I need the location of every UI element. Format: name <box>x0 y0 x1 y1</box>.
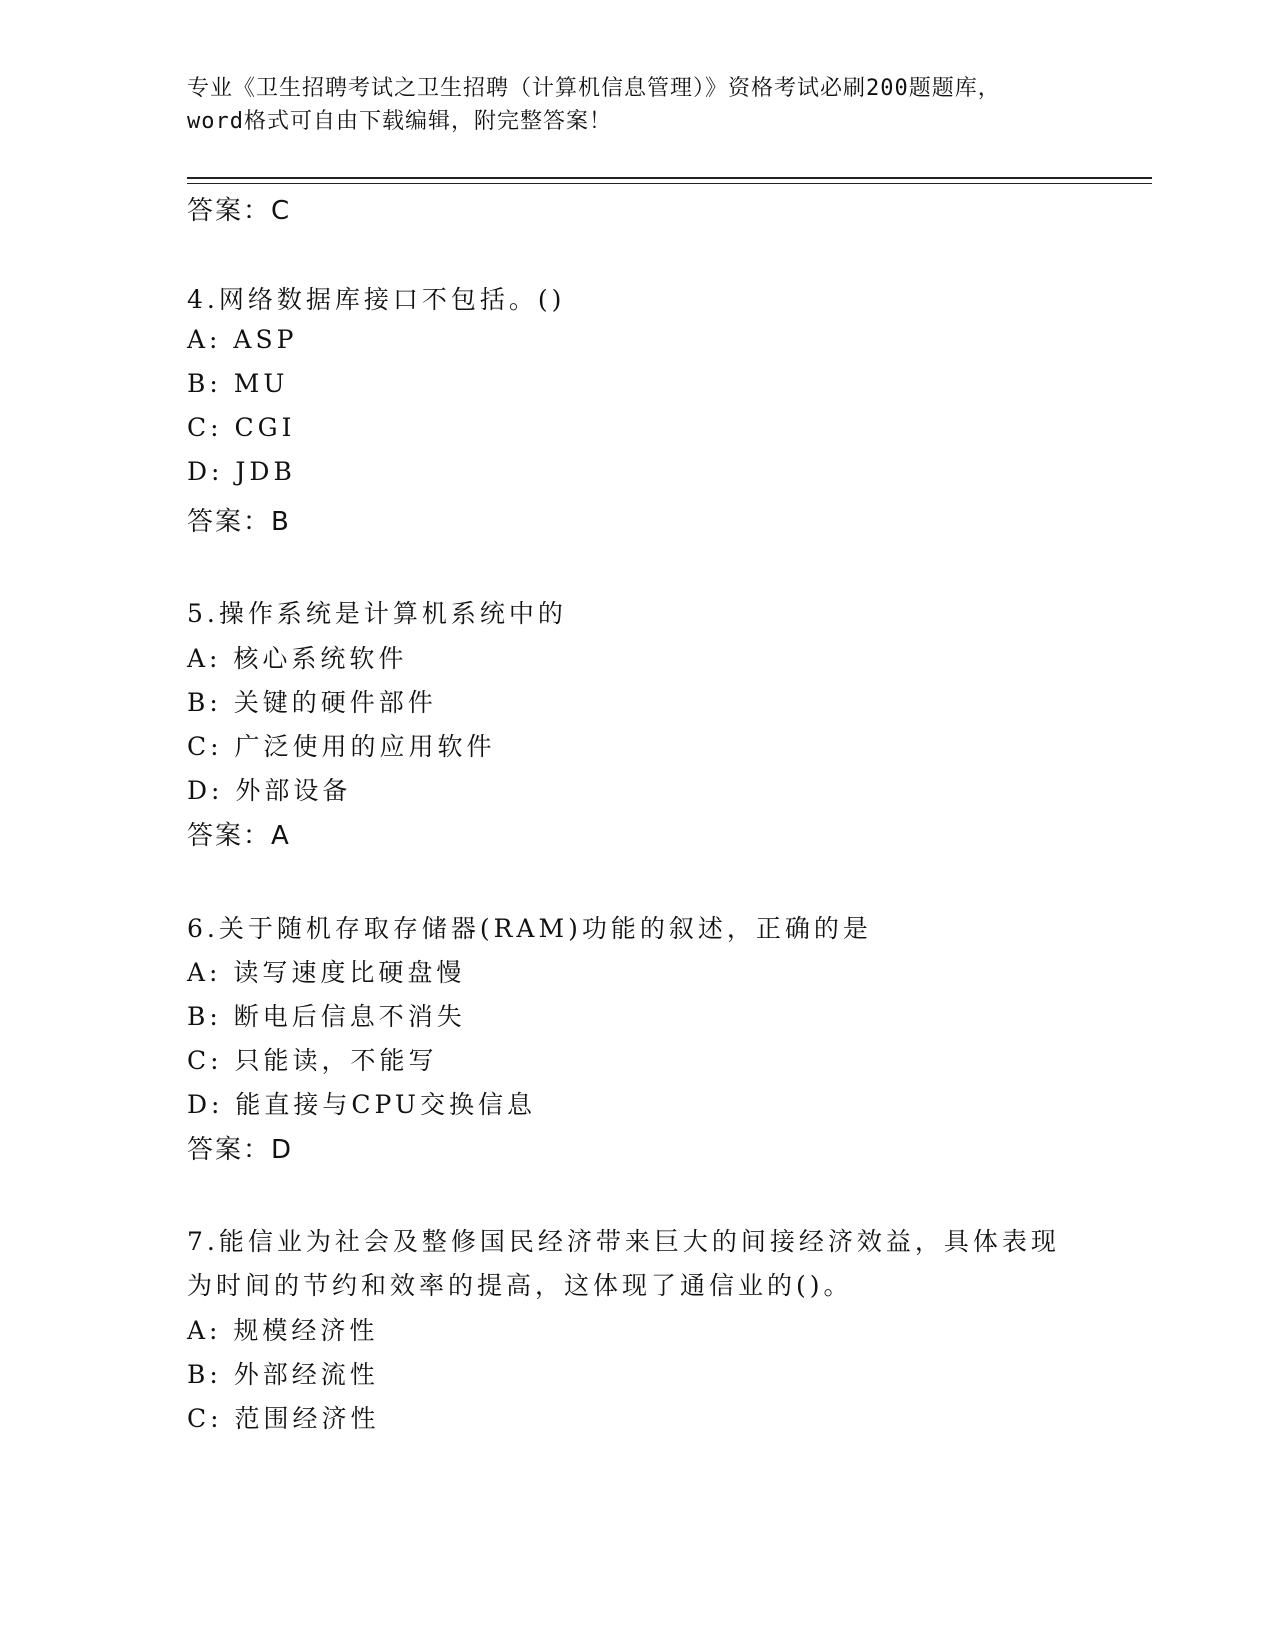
question-6-option-c: C: 只能读，不能写 <box>187 1046 438 1075</box>
question-4-option-c: C: CGI <box>187 413 296 442</box>
question-5-answer: 答案：A <box>187 821 291 851</box>
question-6-option-b: B: 断电后信息不消失 <box>187 1002 466 1031</box>
question-7-option-c: C: 范围经济性 <box>187 1404 380 1433</box>
question-4-answer: 答案：B <box>187 507 291 537</box>
question-4-text: 4.网络数据库接口不包括。() <box>187 285 566 314</box>
question-6-option-a: A: 读写速度比硬盘慢 <box>187 958 466 987</box>
question-7-option-b: B: 外部经流性 <box>187 1360 379 1389</box>
question-4-option-a: A: ASP <box>187 325 298 354</box>
header-title-line-1: 专业《卫生招聘考试之卫生招聘（计算机信息管理）》资格考试必刷200题题库， <box>187 76 1001 101</box>
header-divider-thick <box>187 177 1152 179</box>
question-7-text-line-1: 7.能信业为社会及整修国民经济带来巨大的间接经济效益，具体表现 <box>187 1227 1060 1256</box>
question-5-option-c: C: 广泛使用的应用软件 <box>187 732 496 761</box>
question-5-option-b: B: 关键的硬件部件 <box>187 688 437 717</box>
question-7-text-line-2: 为时间的节约和效率的提高，这体现了通信业的()。 <box>187 1271 853 1300</box>
header-divider-thin <box>187 183 1152 184</box>
question-4-option-b: B: MU <box>187 369 289 398</box>
header-title-line-2: word格式可自由下载编辑，附完整答案！ <box>187 109 612 134</box>
question-7-option-a: A: 规模经济性 <box>187 1316 379 1345</box>
question-5-option-a: A: 核心系统软件 <box>187 644 408 673</box>
document-header <box>187 72 1067 138</box>
question-5-option-d: D: 外部设备 <box>187 776 352 805</box>
question-6-text: 6.关于随机存取存储器(RAM)功能的叙述，正确的是 <box>187 914 872 943</box>
answer-previous: 答案：C <box>187 196 292 226</box>
question-4-option-d: D: JDB <box>187 457 296 486</box>
question-5-text: 5.操作系统是计算机系统中的 <box>187 599 567 628</box>
question-6-option-d: D: 能直接与CPU交换信息 <box>187 1090 536 1119</box>
question-6-answer: 答案：D <box>187 1135 294 1165</box>
